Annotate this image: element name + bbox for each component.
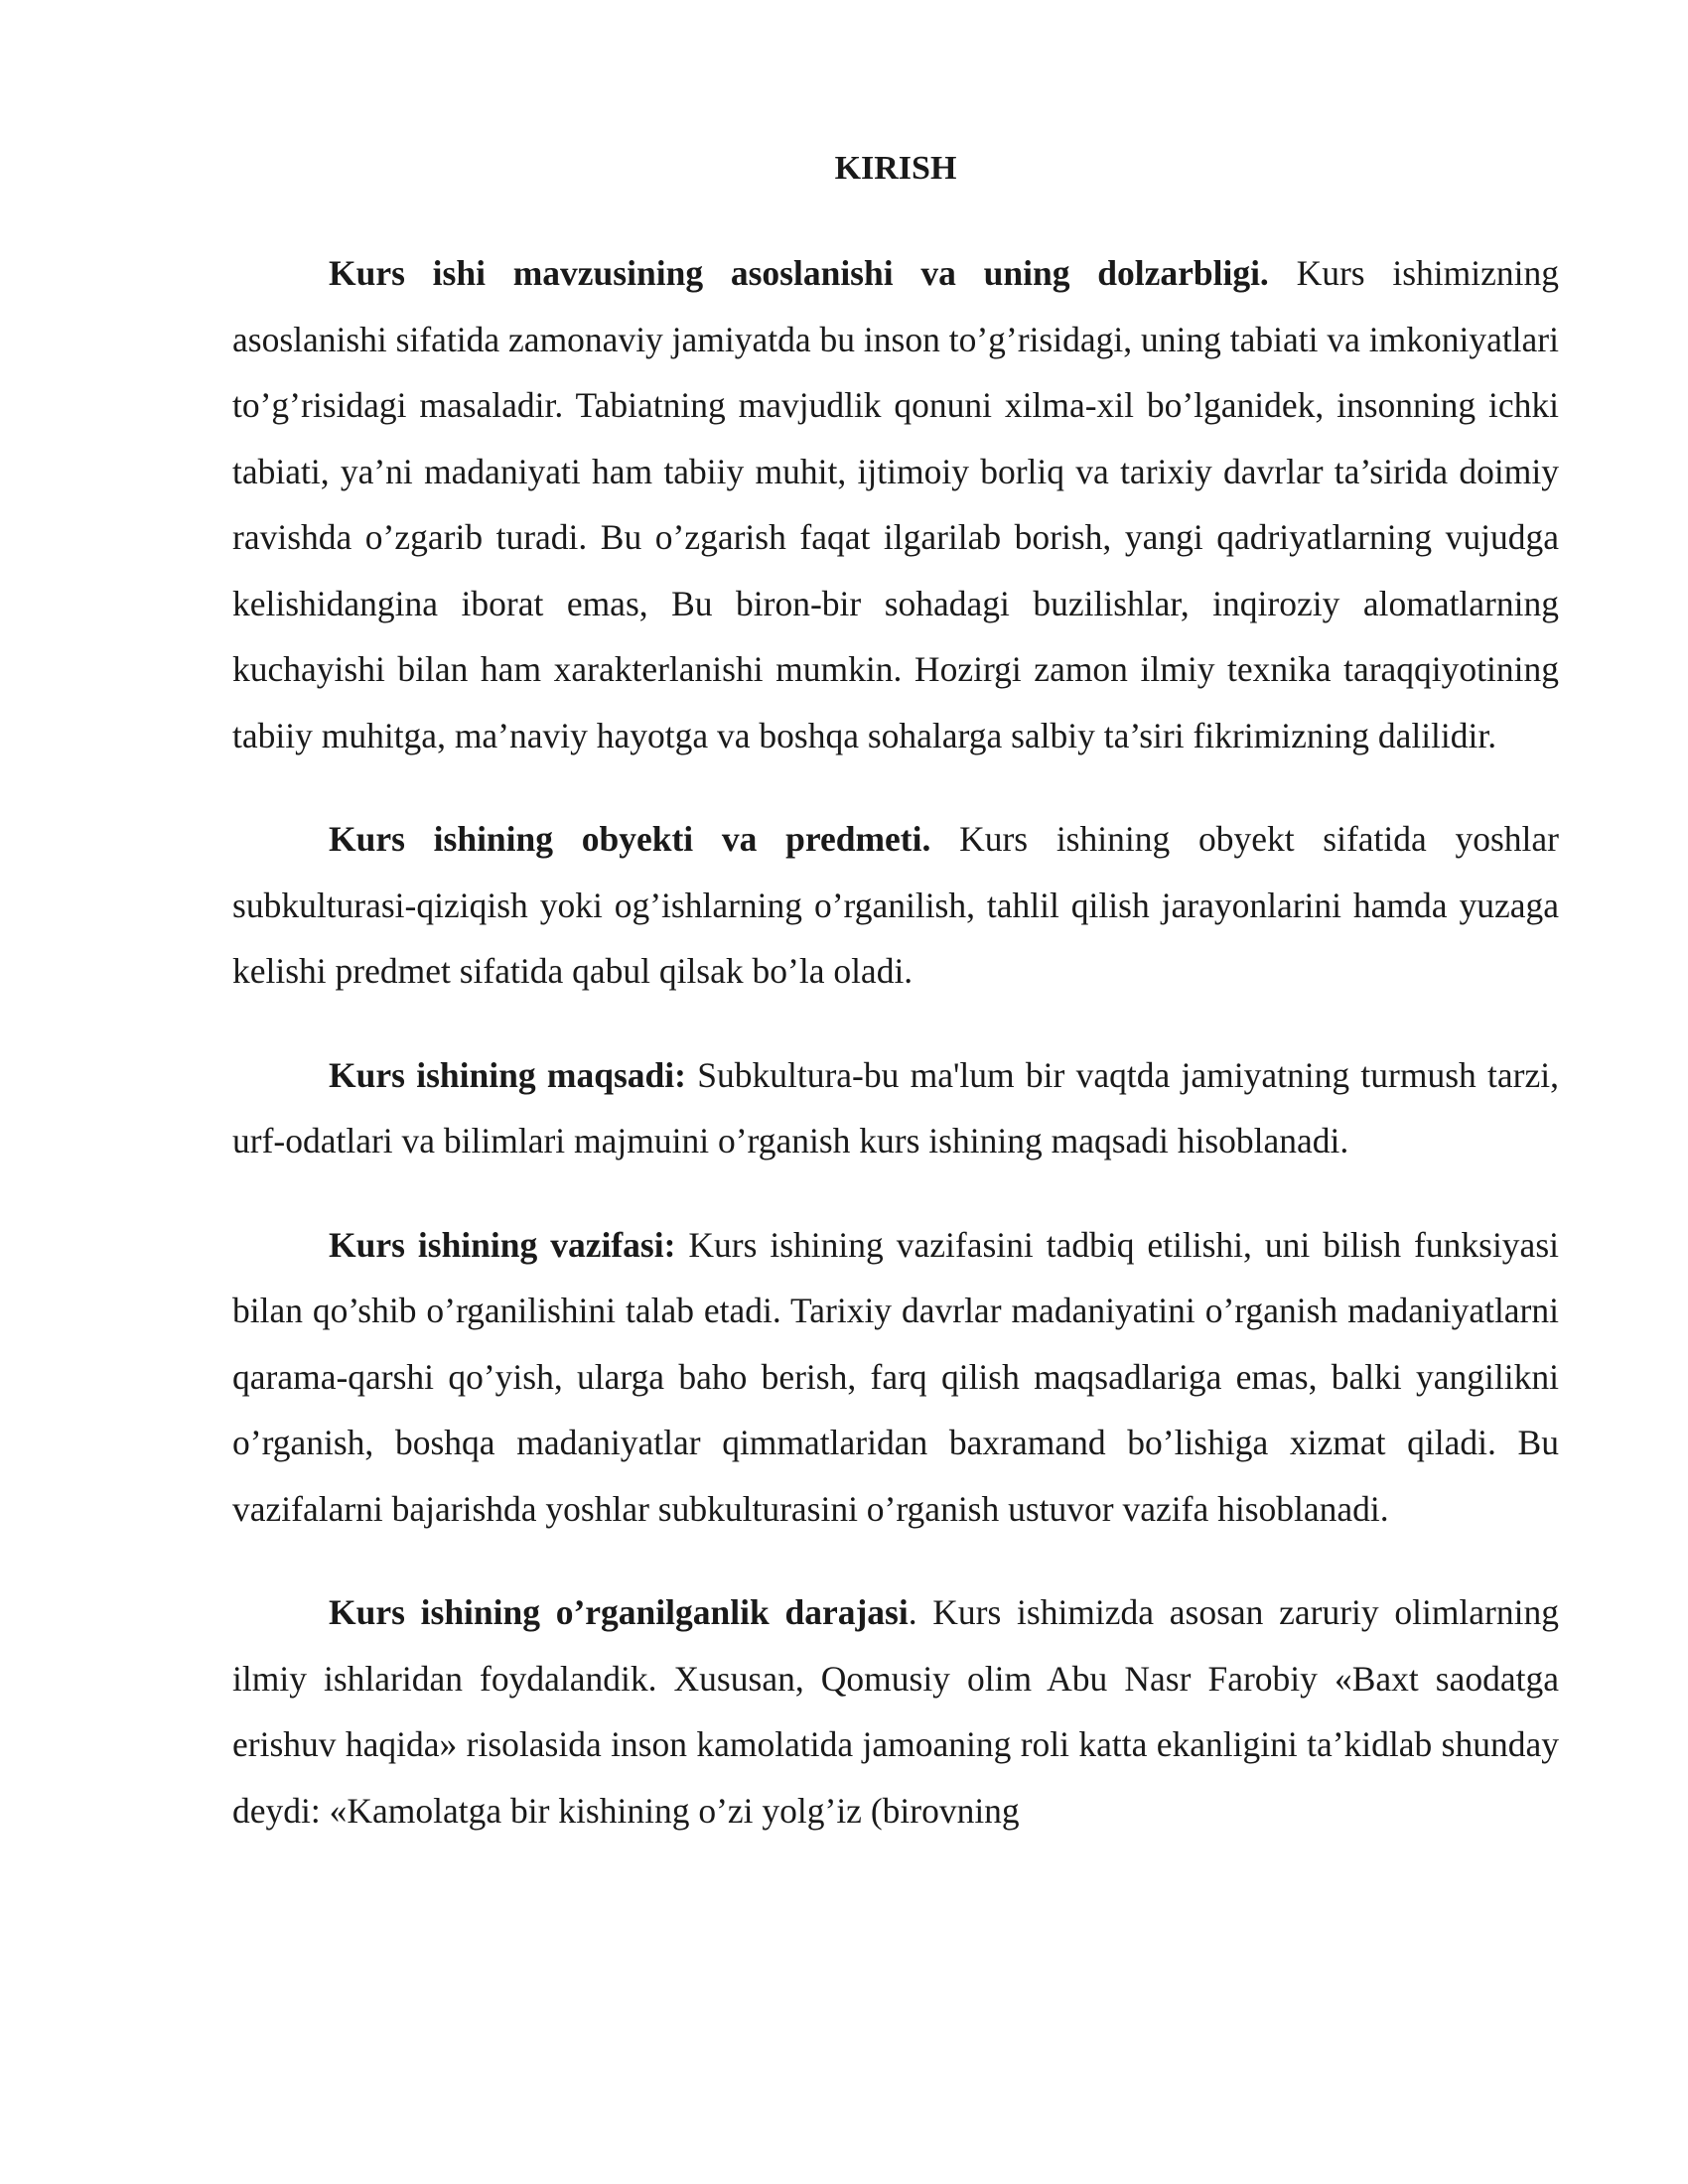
paragraph-heading: Kurs ishining maqsadi: (329, 1054, 686, 1095)
paragraph-goal (232, 1042, 1559, 1174)
paragraph-text: Subkultura-bu ma'lum bir vaqtda jamiyatning turmush tarzi, urf-odatlari va bilimlari majmuini o’rganish kurs ishining maqsadi hisoblanadi. (232, 1054, 1559, 1160)
page-title: KIRISH (834, 150, 957, 187)
paragraph-heading: Kurs ishining o’rganilganlik darajasi (329, 1592, 909, 1632)
paragraph-object-subject (232, 806, 1559, 1005)
paragraph-text: Kurs ishining vazifasini tadbiq etilishi, uni bilish funksiyasi bilan qo’shib o’rganilishini talab etadi. Tarixiy davrlar madaniyatini o’rganish madaniyatlarni qarama-qarshi qo’yish, ularga baho berish, farq qilish maqsadlariga emas, balki yangilikni o’rganish, boshqa madaniyatlar qimmatlaridan baxramand bo’lishiga xizmat qiladi. Bu vazifalarni bajarishda yoshlar subkulturasini o’rganish ustuvor vazifa hisoblanadi. (232, 1224, 1559, 1529)
paragraph-tasks (232, 1212, 1559, 1543)
paragraph-relevance (232, 240, 1559, 768)
paragraph-study-level (232, 1579, 1559, 1843)
paragraph-heading: Kurs ishining obyekti va predmeti. (329, 819, 931, 859)
paragraph-text: Kurs ishining obyekt sifatida yoshlar subkulturasi-qiziqish yoki og’ishlarning o’rganilish, tahlil qilish jarayonlarini hamda yuzaga kelishi predmet sifatida qabul qilsak bo’la oladi. (232, 819, 1559, 991)
paragraph-heading: Kurs ishining vazifasi: (329, 1224, 676, 1265)
paragraph-text: . Kurs ishimizda asosan zaruriy olimlarning ilmiy ishlaridan foydalandik. Xususan, Qomusiy olim Abu Nasr Farobiy «Baxt saodatga erishuv haqida» risolasida inson kamolatida jamoaning roli katta ekanligini ta’kidlab shunday deydi: «Kamolatga bir kishining o’zi yolg’iz (birovning (232, 1592, 1559, 1831)
document-page (232, 149, 1559, 1881)
paragraph-heading: Kurs ishi mavzusining asoslanishi va uning dolzarbligi. (329, 253, 1269, 293)
paragraph-text: Kurs ishimizning asoslanishi sifatida zamonaviy jamiyatda bu inson to’g’risidagi, uning tabiati va imkoniyatlari to’g’risidagi masaladir. Tabiatning mavjudlik qonuni xilma-xil bo’lganidek, insonning ichki tabiati, ya’ni madaniyati ham tabiiy muhit, ijtimoiy borliq va tarixiy davrlar ta’sirida doimiy ravishda o’zgarib turadi. Bu o’zgarish faqat ilgarilab borish, yangi qadriyatlarning vujudga kelishidangina iborat emas, Bu biron-bir sohadagi buzilishlar, inqiroziy alomatlarning kuchayishi bilan ham xarakterlanishi mumkin. Hozirgi zamon ilmiy texnika taraqqiyotining tabiiy muhitga, ma’naviy hayotga va boshqa sohalarga salbiy ta’siri fikrimizning dalilidir. (232, 253, 1559, 755)
